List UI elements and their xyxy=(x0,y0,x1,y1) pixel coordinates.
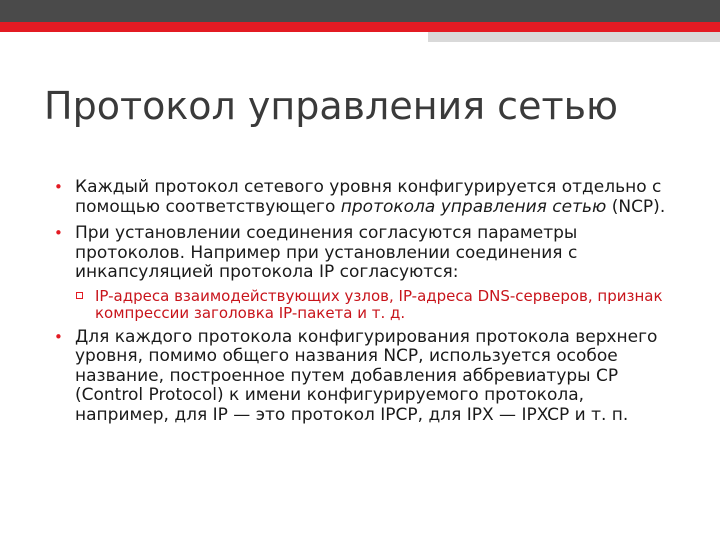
bullet-marker: • xyxy=(54,178,63,196)
header-red-band xyxy=(0,22,720,32)
sub-bullet-marker xyxy=(76,292,83,299)
header-gray-band xyxy=(428,32,720,42)
slide-content xyxy=(0,178,720,432)
bullet-item xyxy=(0,178,720,217)
bullet-item xyxy=(0,328,720,426)
bullet-text: Для каждого протокола конфигурирования протокола верхнего уровня, помимо общего названия NCP, используется особое название, построенное путем добавления аббревиатуры CP (Control Protocol) к имени конфигурируемого протокола, например, для IP — это протокол IPCP, для IPX — IPXCP и т. п. xyxy=(75,326,658,425)
slide-title: Протокол управления сетью xyxy=(44,84,618,128)
bullet-text: При установлении соединения согласуются параметры протоколов. Например при установлении соединения с инкапсуляцией протокола IP согласуются: xyxy=(75,223,578,282)
bullet-item xyxy=(0,224,720,283)
sub-bullet-text: IP-адреса взаимодействующих узлов, IP-адреса DNS-серверов, признак компрессии заголовка IP-пакета и т. д. xyxy=(95,286,663,322)
sub-bullet-item xyxy=(0,288,720,322)
bullet-text: (NCP). xyxy=(606,196,666,217)
bullet-text: Каждый протокол сетевого уровня конфигурируется отдельно с помощью соответствующего xyxy=(75,177,662,217)
header-dark-band xyxy=(0,0,720,22)
bullet-marker: • xyxy=(54,224,63,242)
bullet-marker: • xyxy=(54,327,63,346)
bullet-text-italic: протокола управления сетью xyxy=(340,196,607,217)
